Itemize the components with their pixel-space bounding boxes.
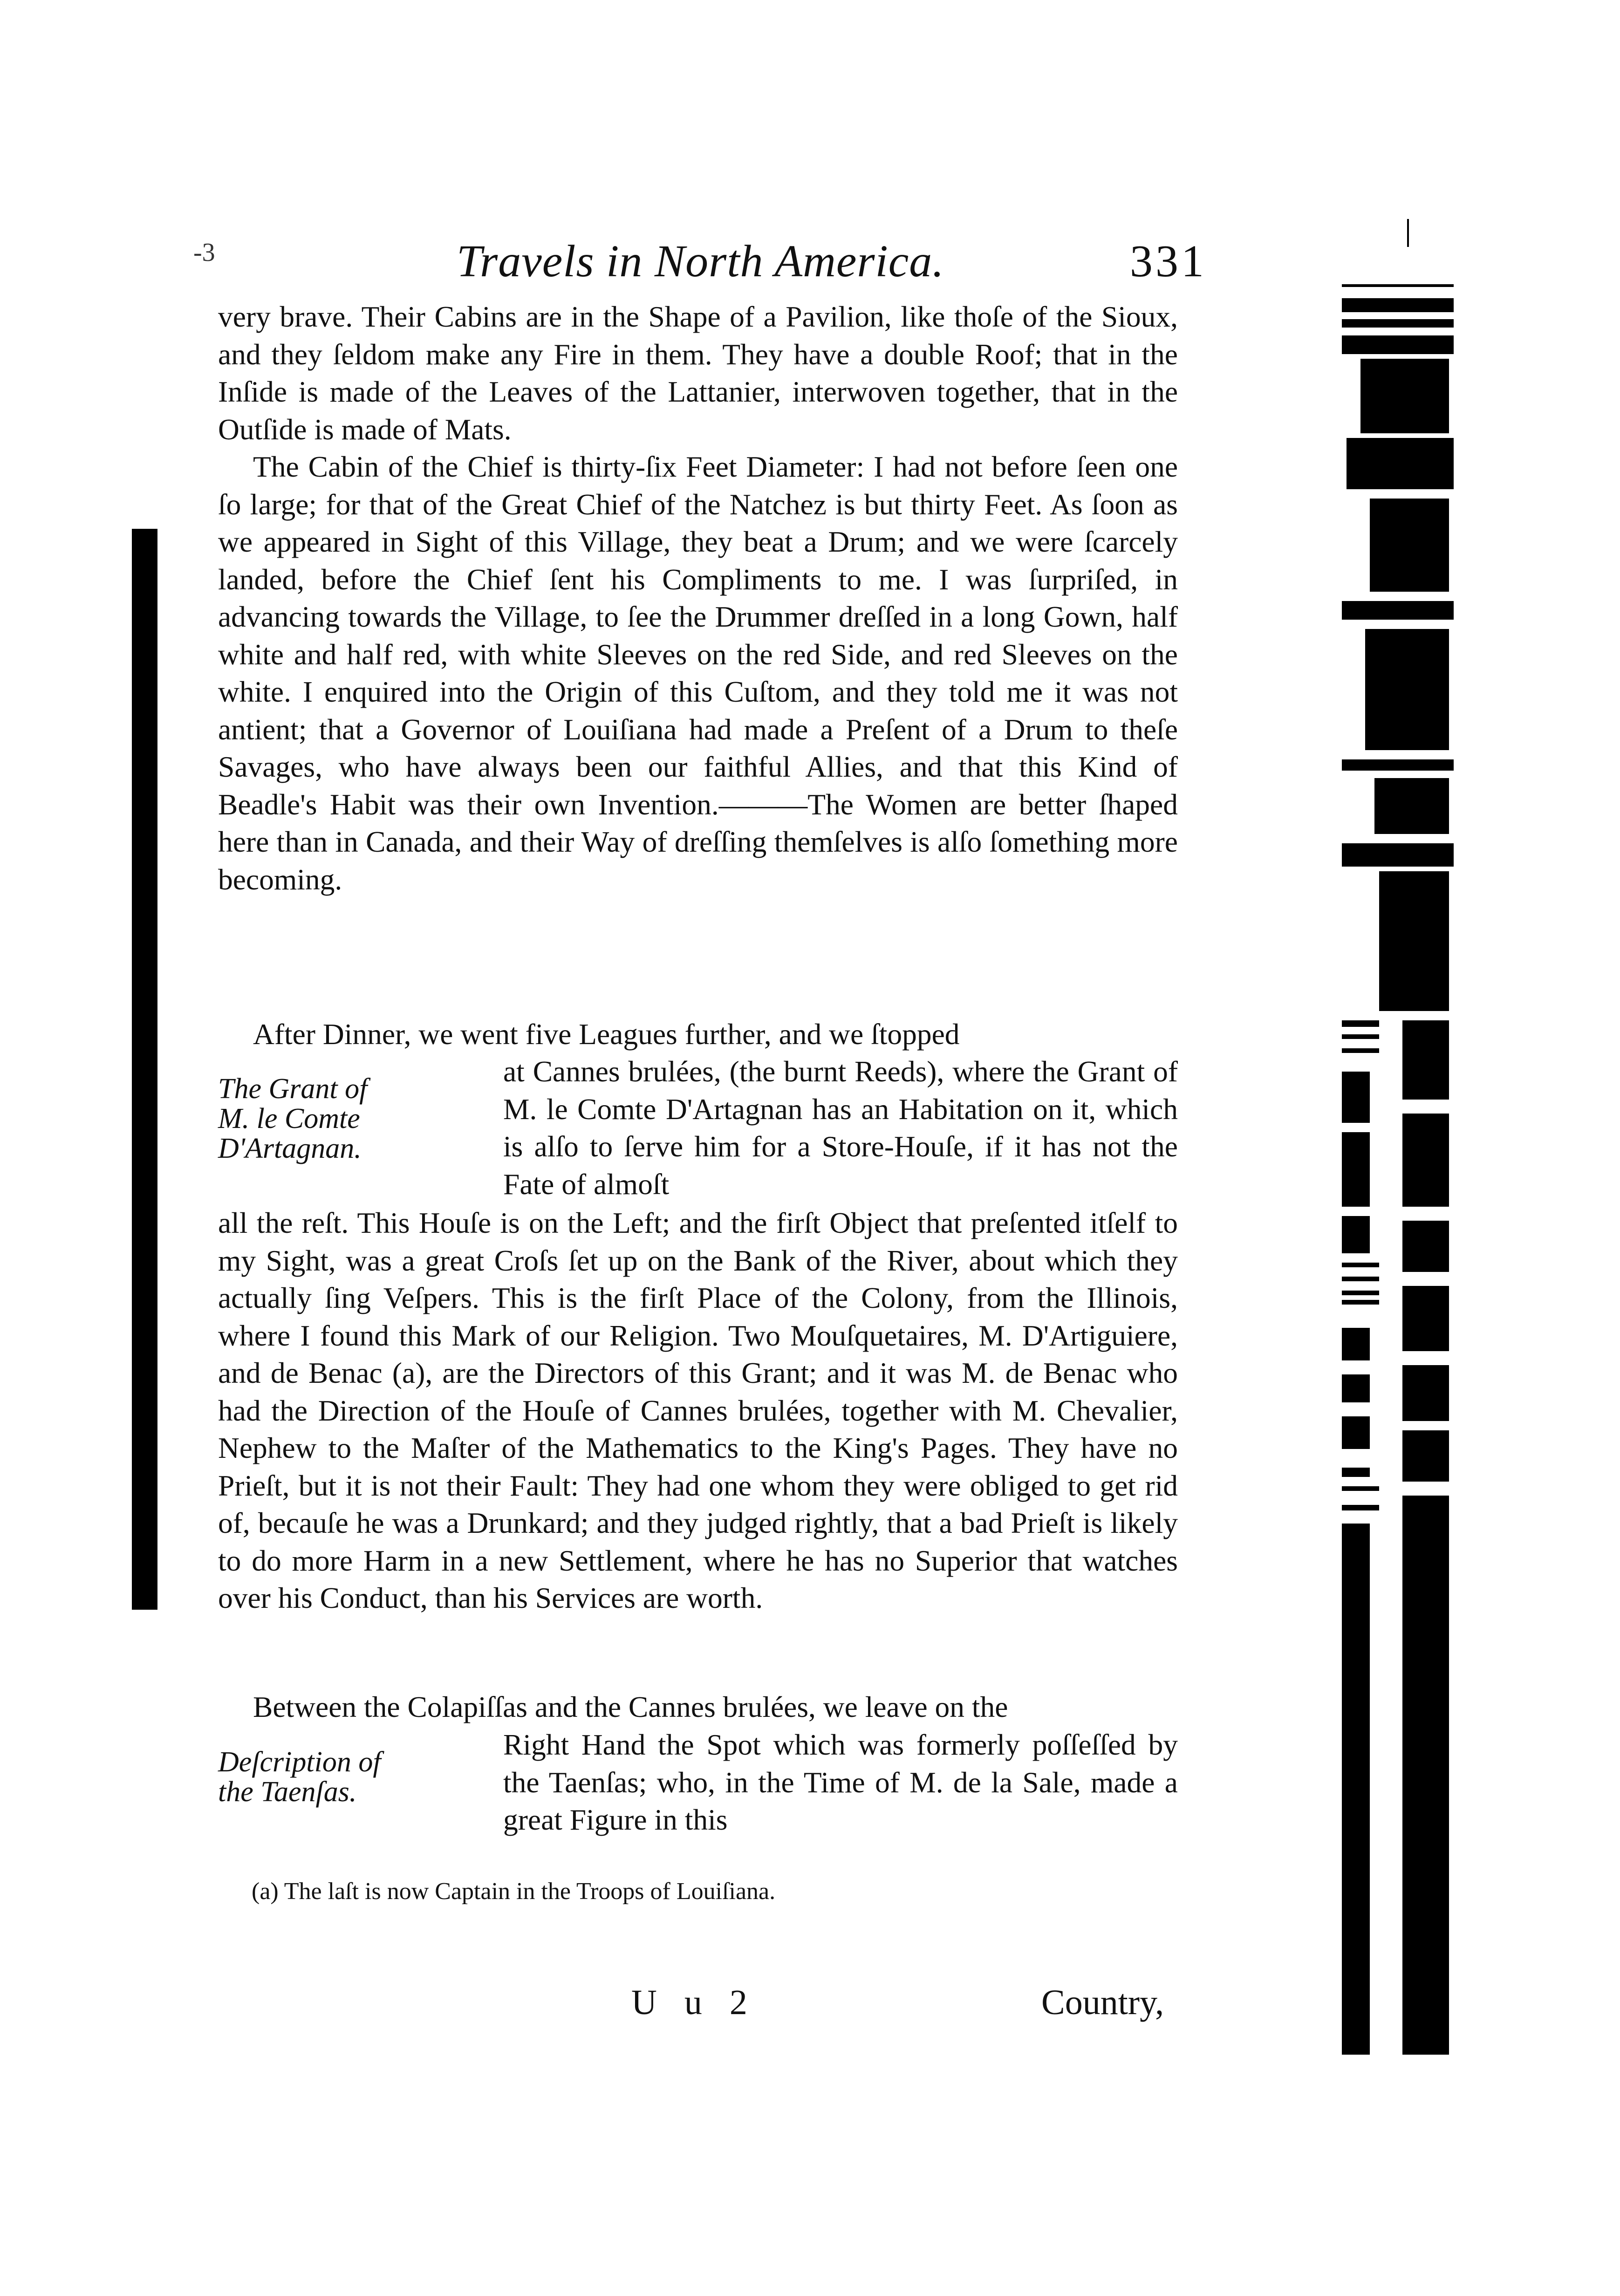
margin-note-line: the Taenſas. bbox=[218, 1776, 357, 1808]
margin-note-taensas bbox=[218, 1747, 479, 1807]
scan-edge-bar bbox=[132, 529, 157, 1610]
margin-note-line: The Grant of bbox=[218, 1073, 368, 1105]
margin-note-line: D'Artagnan. bbox=[218, 1133, 362, 1164]
paragraph-2: The Cabin of the Chief is thirty-ſix Feet Diameter: I had not before ſeen one ſo large; for that of the Great Chief of the Natchez is but thirty Feet. As ſoon as we appeared in Sight of this Village, they beat a Drum; and we were ſcarcely landed, before the Chief ſent his Compliments to me. I was ſurpriſed, in advancing towards the Village, to ſee the Drummer dreſſed in a long Gown, half white and half red, with white Sleeves on the red Side, and red Sleeves on the white. I enquired into the Origin of this Cuſtom, and they told me it was not antient; that a Governor of Louiſiana had made a Preſent of a Drum to theſe Savages, who have always been our faithful Allies, and that this Kind of Beadle's Habit was their own Invention.———The Women are better ſhaped here than in Canada, and their Way of dreſſing themſelves is alſo ſomething more becoming. bbox=[218, 450, 1178, 896]
page-number: 331 bbox=[1130, 236, 1207, 287]
signature-mark: U u 2 bbox=[631, 1983, 757, 2022]
paragraph-4-lead: Between the Colapiſſas and the Cannes brulées, we leave on the bbox=[253, 1690, 1008, 1723]
margin-note-grant bbox=[218, 1074, 479, 1163]
paragraph-3-rest: all the reſt. This Houſe is on the Left; and the firſt Object that preſented itſelf to my Sight, was a great Croſs ſet up on the Bank of the River, about which they actually ſing Veſpers. This is the firſt Place of the Colony, from the Illinois, where I found this Mark of our Religion. Two Mouſquetaires, M. D'Artiguiere, and de Benac (a), are the Directors of this Grant; and it was M. de Benac who had the Direction of the Houſe of Cannes brulées, together with M. Chevalier, Nephew to the Maſter of the Mathematics to the King's Pages. They have no Prieſt, but it is not their Fault: They had one whom they were obliged to get rid of, becauſe he was a Drunkard; and they judged rightly, that a bad Prieſt is likely to do more Harm in a new Settlement, where he has no Superior that watches over his Conduct, than his Services are worth. bbox=[218, 1206, 1178, 1614]
text-block-4 bbox=[218, 1688, 1178, 1726]
paragraph-3-lead: After Dinner, we went five Leagues further, and we ſtopped bbox=[253, 1018, 960, 1051]
paragraph-1: very brave. Their Cabins are in the Shape of a Pavilion, like thoſe of the Sioux, and they ſeldom make any Fire in them. They have a double Roof; that in the Inſide is made of the Leaves of the Lattanier, interwoven together, that in the Outſide is made of Mats. bbox=[218, 300, 1178, 446]
margin-note-line: M. le Comte bbox=[218, 1103, 360, 1134]
text-block-3 bbox=[218, 1204, 1178, 1617]
paragraph-3-side bbox=[503, 1053, 1178, 1203]
catchword: Country, bbox=[1041, 1983, 1164, 2022]
text-block-1 bbox=[218, 298, 1178, 898]
paragraph-4-side bbox=[503, 1726, 1178, 1839]
scan-edge-stripes bbox=[1342, 219, 1458, 2064]
paragraph-3-side-text: at Cannes brulées, (the burnt Reeds), where the Grant of M. le Comte D'Artagnan has an Habitation on it, which is alſo to ſerve him for a Store-Houſe, if it has not the Fate of almoſt bbox=[503, 1055, 1178, 1201]
footnote: (a) The laſt is now Captain in the Troops of Louiſiana. bbox=[252, 1878, 776, 1905]
text-block-2 bbox=[218, 1016, 1178, 1053]
running-title: Travels in North America. bbox=[457, 236, 944, 287]
paragraph-4-side-text: Right Hand the Spot which was formerly poſſeſſed by the Taenſas; who, in the Time of M. de la Sale, made a great Figure in this bbox=[503, 1728, 1178, 1836]
corner-mark: -3 bbox=[193, 238, 215, 267]
margin-note-line: Deſcription of bbox=[218, 1746, 381, 1778]
page-header bbox=[261, 235, 1207, 296]
